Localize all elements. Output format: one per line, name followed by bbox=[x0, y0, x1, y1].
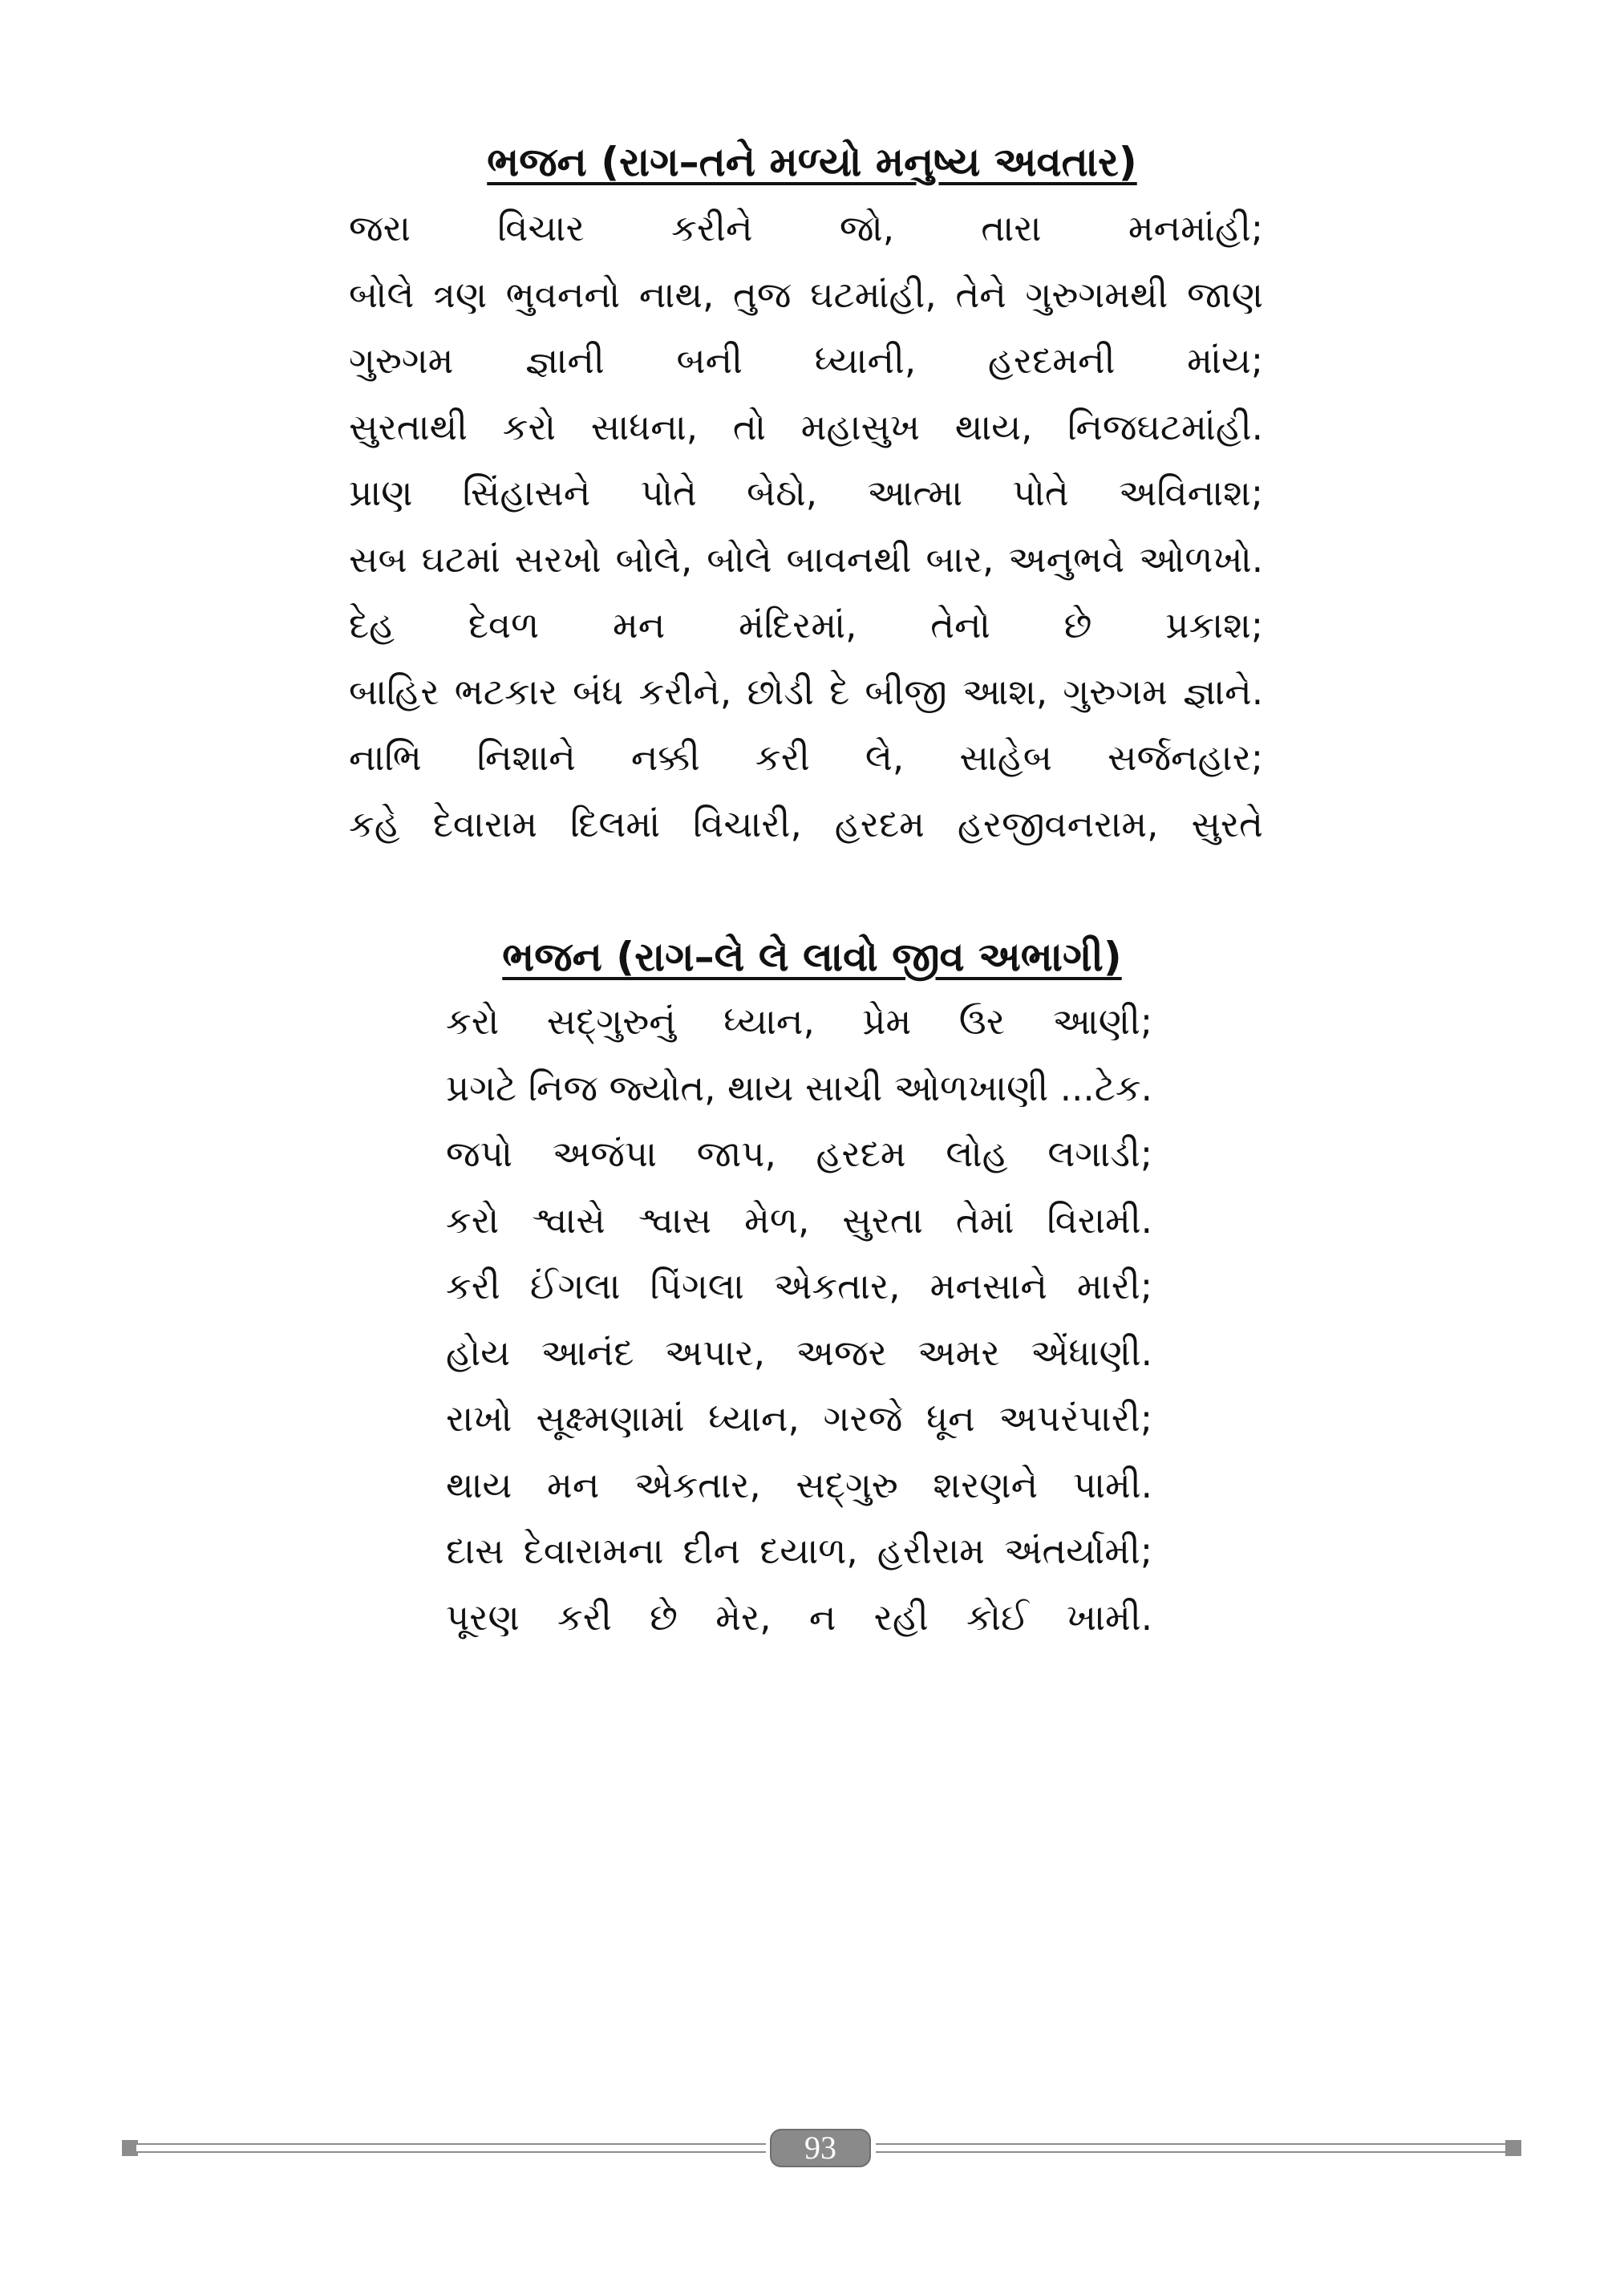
verse-line: થાય મન એકતાર, સદ્ગુરુ શરણને પામી. bbox=[446, 1463, 1152, 1506]
footer-rule-end-left bbox=[122, 2140, 138, 2156]
bhajan-title-text: ભજન (રાગ–તને મળ્યો મનુષ્ય અવતાર) bbox=[487, 139, 1137, 185]
verse-line: પ્રાણ સિંહાસને પોતે બેઠો, આત્મા પોતે અવિનાશ; bbox=[349, 472, 1263, 514]
verse-line: નાભિ નિશાને નક્કી કરી લે, સાહેબ સર્જનહાર; bbox=[349, 736, 1263, 779]
page-footer bbox=[122, 2126, 1521, 2170]
verse-line: કરો શ્વાસે શ્વાસ મેળ, સુરતા તેમાં વિરામી. bbox=[446, 1198, 1152, 1242]
verse-line: હોય આનંદ અપાર, અજર અમર એંધાણી. bbox=[446, 1331, 1152, 1374]
verse-line: દાસ દેવારામના દીન દયાળ, હરીરામ અંતર્યામી; bbox=[446, 1530, 1152, 1572]
bhajan-title-text: ભજન (રાગ–લે લે લાવો જીવ અભાગી) bbox=[502, 934, 1122, 980]
verse-line: પૂરણ કરી છે મેર, ન રહી કોઈ ખામી. bbox=[446, 1595, 1152, 1639]
bhajan-verses bbox=[349, 196, 1263, 857]
verse-line: કરો સદ્ગુરુનું ધ્યાન, પ્રેમ ઉર આણી; bbox=[446, 1000, 1152, 1043]
footer-rule-right bbox=[876, 2143, 1507, 2153]
verse-line: ગુરુગમ જ્ઞાની બની ધ્યાની, હરદમની માંય; bbox=[349, 339, 1263, 382]
verse-line: જરા વિચાર કરીને જો, તારા મનમાંહી; bbox=[349, 207, 1263, 249]
bhajan-title bbox=[0, 130, 1624, 194]
footer-rule-left bbox=[136, 2143, 766, 2153]
verse-line: કરી ઈંગલા પિંગલા એકતાર, મનસાને મારી; bbox=[446, 1265, 1152, 1307]
verse-line: દેહ દેવળ મન મંદિરમાં, તેનો છે પ્રકાશ; bbox=[349, 604, 1263, 646]
verse-line: સબ ઘટમાં સરખો બોલે, બોલે બાવનથી બાર, અનુભવે ઓળખો. bbox=[349, 537, 1263, 581]
verse-line: જપો અજંપા જાપ, હરદમ લોહ લગાડી; bbox=[446, 1133, 1152, 1175]
verse-line: રાખો સૂક્ષ્મણામાં ધ્યાન, ગરજે ધૂન અપરંપારી; bbox=[446, 1397, 1152, 1440]
verse-line: બોલે ત્રણ ભુવનનો નાથ, તુજ ઘટમાંહી, તેને ગુરુગમથી જાણ bbox=[349, 273, 1263, 316]
verse-line: પ્રગટે નિજ જ્યોત, થાય સાચી ઓળખાણી ...ટેક. bbox=[446, 1066, 1152, 1109]
verse-line: સુરતાથી કરો સાધના, તો મહાસુખ થાય, નિજઘટમાંહી. bbox=[349, 405, 1263, 448]
verse-line: કહે દેવારામ દિલમાં વિચારી, હરદમ હરજીવનરામ, સુરતે bbox=[349, 802, 1263, 845]
bhajan-verses bbox=[446, 989, 1152, 1651]
bhajan-title bbox=[0, 925, 1624, 989]
page-number: 93 bbox=[770, 2129, 871, 2167]
verse-line: બાહિર ભટકાર બંધ કરીને, છોડી દે બીજી આશ, ગુરુગમ જ્ઞાને. bbox=[349, 670, 1263, 713]
footer-rule-end-right bbox=[1505, 2140, 1521, 2156]
